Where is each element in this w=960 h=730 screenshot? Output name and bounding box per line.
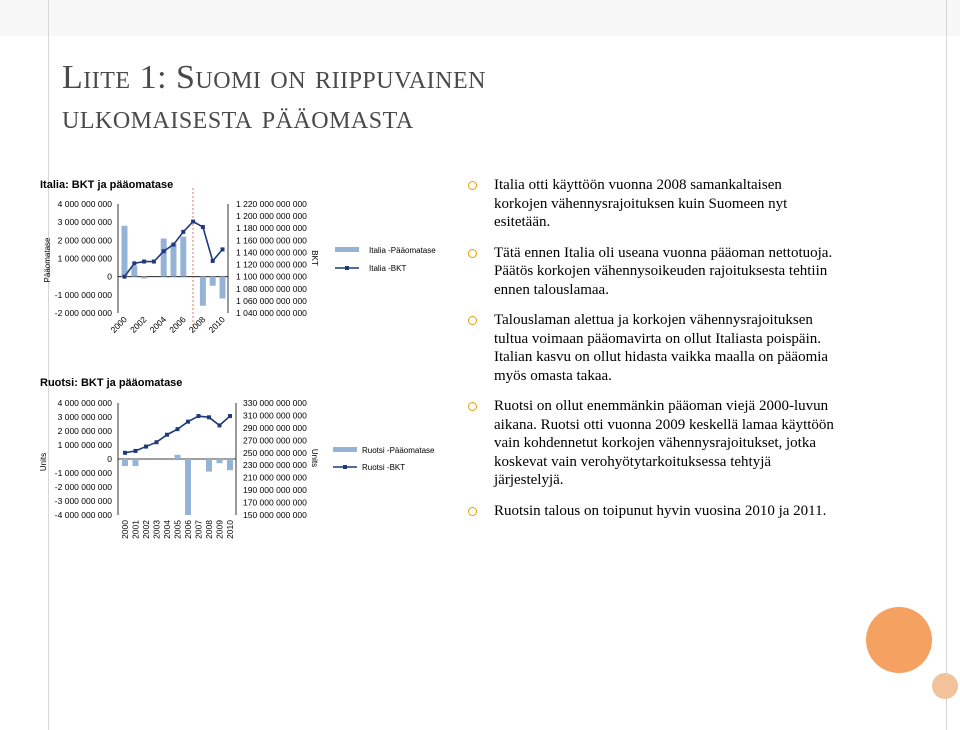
- se-line-point: [134, 449, 138, 453]
- bullet-text: Talouslaman alettua ja korkojen vähennysrajoituksen tultua voimaan pääomavirta on ollut Italiasta poispäin. Italian kasvu on ollut hidasta vaikka maalla on pääomia myös omasta takaa.: [494, 312, 829, 384]
- se-y2-tick-label: 330 000 000 000: [243, 398, 307, 408]
- se-line-point: [155, 440, 159, 444]
- se-line-point: [228, 414, 232, 418]
- se-y2-tick-label: 170 000 000 000: [243, 497, 307, 508]
- se-bar: [206, 459, 212, 472]
- slide-title-line-2: ulkomaisesta pääomasta: [62, 99, 414, 136]
- se-bar: [133, 459, 139, 466]
- se-line-point: [218, 423, 222, 427]
- bullet-item: [468, 397, 838, 490]
- bullet-dot-icon: [468, 507, 477, 516]
- it-line-point: [181, 230, 185, 234]
- it-line-point: [162, 249, 166, 253]
- se-x-tick-label: 2002: [141, 520, 151, 539]
- it-line-point: [211, 259, 215, 263]
- it-y-tick-label: 4 000 000 000: [57, 199, 112, 209]
- bullet-text: Tätä ennen Italia oli useana vuonna pääoman nettotuoja. Päätös korkojen vähennysoikeuden rajoituksesta tehtiin ennen talouslamaa.: [494, 244, 833, 298]
- it-y2-tick-label: 1 060 000 000 000: [236, 295, 307, 306]
- bullet-item: [468, 176, 838, 232]
- se-x-tick-label: 2001: [130, 520, 141, 539]
- it-line-point: [152, 260, 156, 264]
- italia-chart-title: Italia: BKT ja pääomatase: [40, 179, 174, 191]
- se-y2-tick-label: 210 000 000 000: [243, 472, 307, 483]
- it-y2-tick-label: 1 040 000 000 000: [236, 308, 307, 318]
- it-bar: [171, 244, 177, 277]
- se-y-tick-label: 2 000 000 000: [57, 426, 112, 436]
- se-x-tick-label: 2009: [214, 520, 225, 539]
- se-y2-tick-label: 150 000 000 000: [243, 510, 307, 520]
- ruotsi-legend-line-marker: [343, 465, 347, 469]
- se-y-tick-label: -1 000 000 000: [54, 468, 112, 478]
- se-y2-tick-label: 230 000 000 000: [243, 460, 307, 471]
- decorative-circle-small: [932, 673, 958, 699]
- italia-y2-axis-label: BKT: [310, 250, 319, 266]
- it-bar: [200, 277, 206, 306]
- it-bar: [161, 239, 167, 277]
- se-y-tick-label: 0: [107, 454, 112, 464]
- se-line-series: [125, 416, 230, 453]
- it-y-tick-label: -1 000 000 000: [54, 289, 112, 300]
- it-line-point: [221, 247, 225, 251]
- it-line-point: [191, 220, 195, 224]
- italia-legend-line-marker: [345, 266, 349, 270]
- it-y-tick-label: -2 000 000 000: [54, 308, 112, 318]
- se-y-tick-label: 3 000 000 000: [57, 412, 112, 422]
- it-line-point: [142, 260, 146, 264]
- it-y2-tick-label: 1 160 000 000 000: [236, 235, 307, 246]
- it-y2-tick-label: 1 080 000 000 000: [236, 283, 307, 294]
- se-x-tick-label: 2010: [225, 520, 235, 539]
- se-y2-tick-label: 190 000 000 000: [243, 485, 307, 496]
- slide-title-line-1: Liite 1: Suomi on riippuvainen: [62, 59, 486, 96]
- decorative-circle-large: [866, 607, 932, 673]
- it-line-point: [201, 225, 205, 229]
- ruotsi-legend-bar-label: Ruotsi -Pääomatase: [362, 446, 435, 455]
- ruotsi-legend-line-label: Ruotsi -BKT: [362, 463, 406, 472]
- it-y-tick-label: 2 000 000 000: [57, 235, 112, 246]
- it-bar: [122, 226, 128, 277]
- se-bar: [217, 459, 223, 463]
- it-x-tick-label: 2004: [147, 314, 169, 335]
- se-y-tick-label: -3 000 000 000: [54, 496, 112, 506]
- bullet-dot-icon: [468, 249, 477, 258]
- it-y2-tick-label: 1 220 000 000 000: [236, 199, 307, 209]
- se-line-point: [207, 415, 211, 419]
- se-y-tick-label: -2 000 000 000: [54, 482, 112, 492]
- bullet-list: [468, 176, 838, 532]
- it-y-tick-label: 0: [107, 271, 112, 282]
- se-y-tick-label: 4 000 000 000: [57, 398, 112, 408]
- bullet-text: Italia otti käyttöön vuonna 2008 samankaltaisen korkojen vähennysrajoituksen kuin Suomeen nyt esitetään.: [494, 177, 788, 230]
- italia-y-axis-label: Pääomatase: [43, 237, 52, 283]
- se-line-point: [176, 427, 180, 431]
- se-x-tick-label: 2005: [172, 520, 183, 539]
- it-y2-tick-label: 1 120 000 000 000: [236, 259, 307, 270]
- bullet-dot-icon: [468, 181, 477, 190]
- se-y2-tick-label: 310 000 000 000: [243, 410, 307, 421]
- bullet-item: [468, 311, 838, 385]
- italia-legend-bar-label: Italia -Pääomatase: [369, 246, 436, 255]
- it-bar: [220, 277, 226, 299]
- se-bar: [175, 455, 181, 459]
- se-x-tick-label: 2008: [204, 520, 214, 539]
- it-y2-tick-label: 1 200 000 000 000: [236, 211, 307, 222]
- se-line-point: [144, 445, 148, 449]
- bullet-text: Ruotsi on ollut enemmänkin pääoman viejä 2000-luvun aikana. Ruotsi otti vuonna 2009 keskellä lamaa käyttöön vain kohdennetut korkojen vähennysrajoitukset, jotka koskevat vain verohyötytarkoituksessa tehtyjä järjestelyjä.: [494, 398, 834, 488]
- bullet-dot-icon: [468, 316, 477, 325]
- ruotsi-chart-title: Ruotsi: BKT ja pääomatase: [40, 377, 183, 389]
- se-line-point: [165, 433, 169, 437]
- se-line-point: [197, 414, 201, 418]
- it-x-tick-label: 2000: [108, 314, 129, 335]
- se-y-tick-label: -4 000 000 000: [54, 510, 112, 520]
- se-x-tick-label: 2006: [183, 520, 193, 539]
- se-line-point: [123, 451, 127, 455]
- it-y2-tick-label: 1 180 000 000 000: [236, 223, 307, 234]
- it-y2-tick-label: 1 140 000 000 000: [236, 247, 307, 258]
- it-x-tick-label: 2010: [206, 314, 227, 335]
- se-y2-tick-label: 250 000 000 000: [243, 447, 307, 458]
- ruotsi-y2-axis-label: Units: [310, 448, 319, 468]
- se-x-tick-label: 2000: [120, 520, 130, 539]
- it-line-point: [123, 275, 127, 279]
- it-x-tick-label: 2006: [167, 314, 188, 335]
- bullet-item: [468, 244, 838, 300]
- italia-legend-line-label: Italia -BKT: [369, 264, 407, 273]
- bullet-item: [468, 502, 838, 521]
- bullet-dot-icon: [468, 402, 477, 411]
- ruotsi-legend-bar-swatch: [333, 447, 357, 452]
- it-line-point: [172, 243, 176, 247]
- se-y2-tick-label: 270 000 000 000: [243, 435, 307, 446]
- se-bar: [122, 459, 128, 466]
- it-bar: [180, 237, 186, 277]
- it-x-tick-label: 2008: [186, 314, 208, 335]
- se-x-tick-label: 2007: [193, 520, 204, 539]
- ruotsi-y-axis-label: Units: [39, 452, 48, 472]
- se-y2-tick-label: 290 000 000 000: [243, 422, 307, 433]
- se-line-point: [186, 420, 190, 424]
- it-y-tick-label: 1 000 000 000: [57, 253, 112, 264]
- it-bar: [210, 277, 216, 286]
- italia-legend-bar-swatch: [335, 247, 359, 252]
- it-y2-tick-label: 1 100 000 000 000: [236, 271, 307, 282]
- bullet-text: Ruotsin talous on toipunut hyvin vuosina 2010 ja 2011.: [494, 502, 827, 519]
- it-line-point: [132, 261, 136, 265]
- it-bar: [141, 277, 147, 279]
- se-y-tick-label: 1 000 000 000: [57, 440, 112, 450]
- it-y-tick-label: 3 000 000 000: [57, 217, 112, 228]
- se-bar: [227, 459, 233, 470]
- it-x-tick-label: 2002: [128, 314, 149, 335]
- se-x-tick-label: 2003: [151, 520, 162, 539]
- se-x-tick-label: 2004: [162, 520, 172, 539]
- se-bar: [185, 459, 191, 515]
